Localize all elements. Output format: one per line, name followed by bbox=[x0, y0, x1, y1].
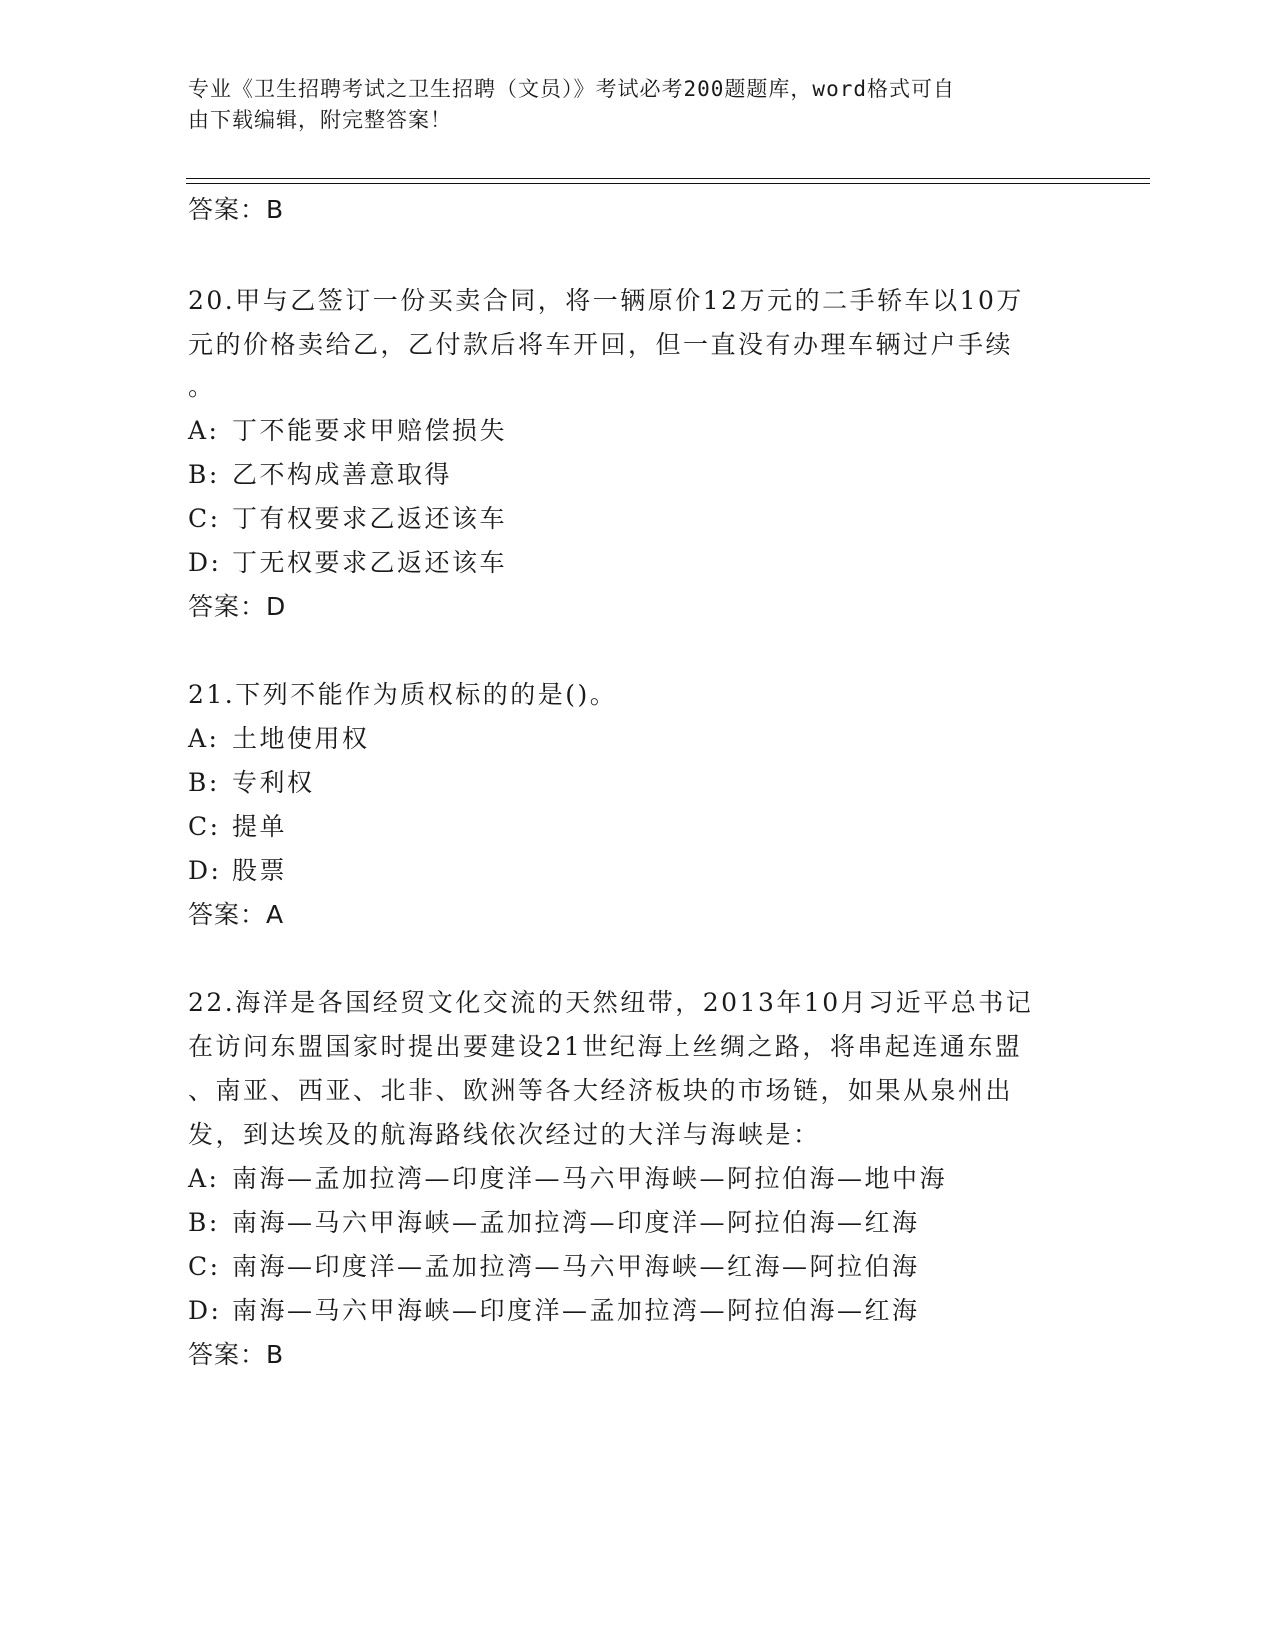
option-letter: D: bbox=[188, 548, 222, 577]
answer: 答案：D bbox=[188, 592, 287, 621]
option-letter: B: bbox=[188, 1208, 220, 1237]
document-header bbox=[188, 74, 1068, 136]
option-text: 提单 bbox=[232, 812, 288, 841]
header-rule-bottom bbox=[186, 183, 1150, 184]
question-stem-line: 20.甲与乙签订一份买卖合同，将一辆原价12万元的二手轿车以10万 bbox=[188, 286, 1024, 315]
option-d bbox=[188, 856, 287, 886]
option-letter: D: bbox=[188, 1296, 222, 1325]
option-text: 南海—孟加拉湾—印度洋—马六甲海峡—阿拉伯海—地中海 bbox=[232, 1164, 948, 1193]
option-letter: B: bbox=[188, 768, 220, 797]
previous-answer: 答案：B bbox=[188, 195, 285, 224]
option-letter: C: bbox=[188, 812, 221, 841]
question-stem-line: 发，到达埃及的航海路线依次经过的大洋与海峡是： bbox=[188, 1120, 821, 1149]
option-text: 丁无权要求乙返还该车 bbox=[232, 548, 508, 577]
option-text: 专利权 bbox=[232, 768, 315, 797]
option-text: 南海—马六甲海峡—印度洋—孟加拉湾—阿拉伯海—红海 bbox=[232, 1296, 920, 1325]
answer: 答案：B bbox=[188, 1340, 285, 1369]
answer: 答案：A bbox=[188, 900, 285, 929]
option-letter: C: bbox=[188, 504, 221, 533]
question-stem-line: 元的价格卖给乙，乙付款后将车开回，但一直没有办理车辆过户手续 bbox=[188, 330, 1014, 359]
option-letter: A: bbox=[188, 724, 220, 753]
option-text: 南海—印度洋—孟加拉湾—马六甲海峡—红海—阿拉伯海 bbox=[232, 1252, 920, 1281]
question-stem-line: 、南亚、西亚、北非、欧洲等各大经济板块的市场链，如果从泉州出 bbox=[188, 1076, 1014, 1105]
option-a bbox=[188, 416, 507, 446]
header-line-1: 专业《卫生招聘考试之卫生招聘（文员）》考试必考200题题库，word格式可自 bbox=[188, 77, 955, 101]
option-text: 股票 bbox=[232, 856, 288, 885]
option-c bbox=[188, 1252, 920, 1282]
option-text: 丁不能要求甲赔偿损失 bbox=[232, 416, 508, 445]
question-stem-line: 在访问东盟国家时提出要建设21世纪海上丝绸之路，将串起连通东盟 bbox=[188, 1032, 1023, 1061]
option-b bbox=[188, 460, 452, 490]
option-letter: A: bbox=[188, 1164, 220, 1193]
question-stem-line: 。 bbox=[188, 372, 216, 401]
option-d bbox=[188, 1296, 920, 1326]
option-b bbox=[188, 1208, 920, 1238]
option-text: 南海—马六甲海峡—孟加拉湾—印度洋—阿拉伯海—红海 bbox=[232, 1208, 920, 1237]
option-b bbox=[188, 768, 315, 798]
option-c bbox=[188, 504, 507, 534]
option-letter: C: bbox=[188, 1252, 221, 1281]
question-stem-line: 22.海洋是各国经贸文化交流的天然纽带，2013年10月习近平总书记 bbox=[188, 988, 1034, 1017]
option-letter: B: bbox=[188, 460, 220, 489]
option-a bbox=[188, 724, 370, 754]
option-text: 土地使用权 bbox=[232, 724, 370, 753]
option-d bbox=[188, 548, 507, 578]
option-text: 乙不构成善意取得 bbox=[232, 460, 453, 489]
header-rule-top bbox=[186, 178, 1150, 179]
header-line-2: 由下载编辑，附完整答案！ bbox=[188, 108, 452, 132]
option-letter: D: bbox=[188, 856, 222, 885]
option-a bbox=[188, 1164, 947, 1194]
option-c bbox=[188, 812, 287, 842]
option-text: 丁有权要求乙返还该车 bbox=[232, 504, 508, 533]
option-letter: A: bbox=[188, 416, 220, 445]
question-stem-line: 21.下列不能作为质权标的的是()。 bbox=[188, 680, 618, 709]
